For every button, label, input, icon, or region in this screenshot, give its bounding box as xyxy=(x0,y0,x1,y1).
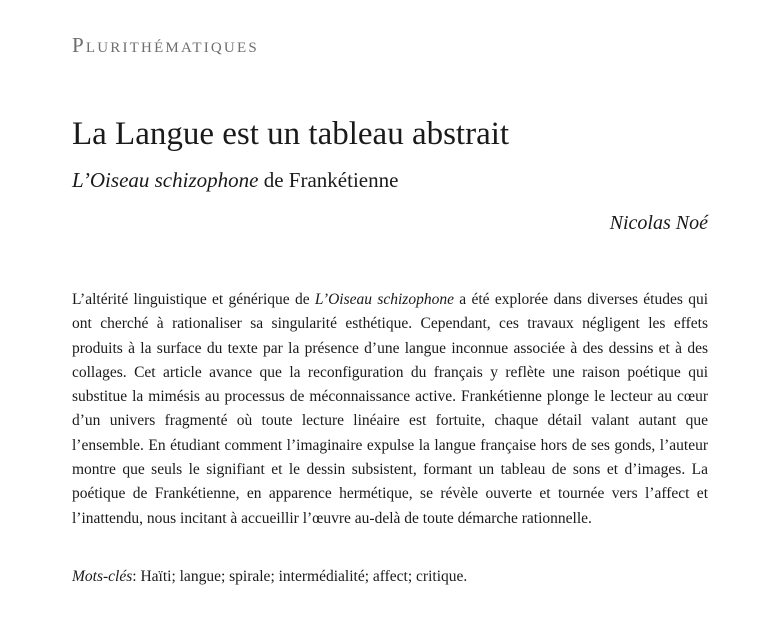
abstract-paragraph xyxy=(72,288,708,531)
article-title: La Langue est un tableau abstrait xyxy=(72,116,510,152)
abstract-text-part1: L’altérité linguistique et générique de xyxy=(72,291,315,308)
keywords-list: Haïti; langue; spirale; intermédialité; affect; critique. xyxy=(140,568,468,585)
article-subtitle xyxy=(72,167,398,193)
abstract-text-part2: a été explorée dans diverses études qui ont cherché à rationaliser sa singularité esthétique. Cependant, ces travaux négligent les effets produits à la surface du texte par la présence d’une langue inconnue associée à des dessins et à des collages. Cet article avance que la reconfiguration du français y reflète une raison poétique qui substitue la mimésis au processus de méconnaissance active. Frankétienne plonge le lecteur au cœur d’un univers fragmenté où toute lecture linéaire est fortuite, chaque détail valant autant que l’ensemble. En étudiant comment l’imaginaire expulse la langue française hors de ses gonds, l’auteur montre que seuls le signifiant et le dessin subsistent, formant un tableau de sons et d’images. La poétique de Frankétienne, en apparence hermétique, se révèle ouverte et tournée vers l’affect et l’inattendu, nous incitant à accueillir l’œuvre au-delà de toute démarche rationnelle. xyxy=(72,291,708,527)
keywords-line xyxy=(72,565,467,589)
subtitle-work-title: L’Oiseau schizophone xyxy=(72,168,259,192)
keywords-separator: : xyxy=(132,568,141,585)
abstract-work-title: L’Oiseau schizophone xyxy=(314,291,454,308)
subtitle-rest: de Frankétienne xyxy=(258,168,399,192)
keywords-label: Mots-clés xyxy=(72,568,133,585)
series-heading: Plurithématiques xyxy=(72,33,259,57)
author-name: Nicolas Noé xyxy=(609,212,708,234)
